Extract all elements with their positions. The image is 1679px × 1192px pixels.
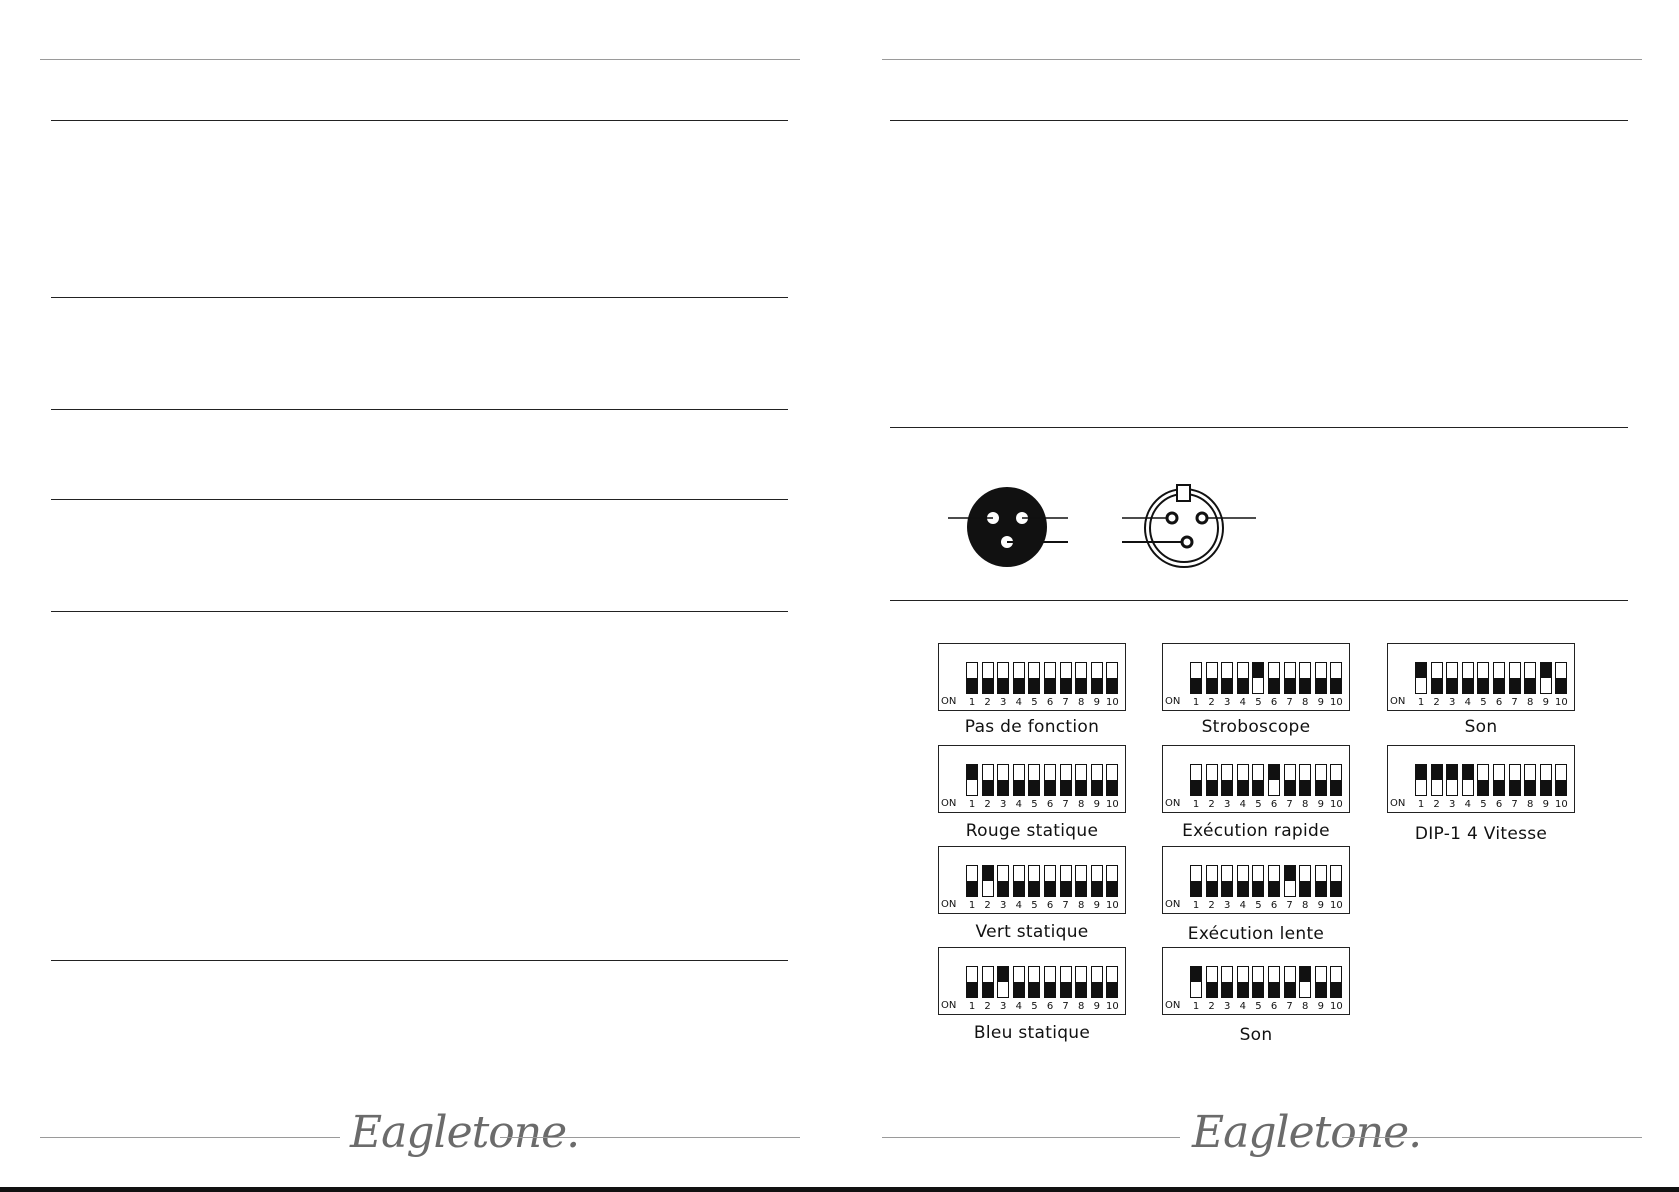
dip-switch-number: 4 [1239,799,1246,810]
dip-switch-number: 9 [1317,1001,1324,1012]
dip-switch-block [1387,643,1575,711]
dip-switch-10 [1106,966,1118,998]
dip-switch-number: 1 [968,900,976,911]
dip-switch-number: 5 [1031,799,1038,810]
dip-switch-10 [1330,662,1342,694]
footer-rule-left [40,1137,340,1138]
dip-switch-number: 10 [1106,799,1119,810]
dip-switch-3 [1221,865,1233,897]
dip-switch-9 [1315,764,1327,796]
dip-switch-10 [1555,662,1567,694]
dip-switch-number: 10 [1555,697,1568,708]
dip-switch-number: 2 [984,697,991,708]
dip-switch-number: 8 [1302,799,1309,810]
dip-switch-3 [1221,662,1233,694]
dip-switch-number: 6 [1046,900,1054,911]
dip-switch-9 [1091,966,1103,998]
dip-switch-number: 10 [1106,900,1119,911]
dip-switch-number: 8 [1527,697,1534,708]
dip-switch-number: 3 [1224,799,1231,810]
dip-switch-5 [1477,764,1489,796]
dip-switch-9 [1540,662,1552,694]
dip-switch-8 [1075,764,1087,796]
dip-switch-8 [1299,865,1311,897]
dip-switch-number: 9 [1317,900,1324,911]
dip-on-label: ON [941,798,957,809]
dip-switch-8 [1075,966,1087,998]
dip-switch-2 [1431,662,1443,694]
dip-switch-3 [997,662,1009,694]
dip-switch-4 [1013,764,1025,796]
dip-switch-1 [1190,865,1202,897]
dip-switch-6 [1268,966,1280,998]
dip-switch-4 [1013,966,1025,998]
dip-switch-block [1162,947,1350,1015]
dip-switch-number: 3 [1000,799,1007,810]
dip-switch-number: 3 [1449,799,1456,810]
dip-switch-9 [1091,764,1103,796]
eagletone-logo: Eagletone. [350,1107,580,1158]
dip-switch-number: 9 [1093,900,1100,911]
dip-switch-block [938,947,1126,1015]
dip-switch-block [1162,643,1350,711]
dip-switch-number: 9 [1317,697,1324,708]
dip-switch-number: 6 [1046,1001,1054,1012]
dip-on-label: ON [1165,899,1181,910]
dip-switch-4 [1237,966,1249,998]
dip-on-label: ON [1165,696,1181,707]
dip-switch-number: 4 [1015,697,1022,708]
dip-switch-number: 5 [1031,1001,1038,1012]
dip-setting-caption: Stroboscope [1201,717,1311,737]
dip-switch-5 [1477,662,1489,694]
dip-setting-caption: Rouge statique [965,821,1099,841]
dip-setting-caption: Son [1239,1025,1273,1045]
dip-switch-block [938,846,1126,914]
dip-switch-9 [1315,662,1327,694]
left-page [0,0,839,1192]
dip-on-label: ON [941,1000,957,1011]
dip-on-label: ON [1165,798,1181,809]
dip-switch-number: 9 [1317,799,1324,810]
dip-setting-caption: Son [1464,717,1498,737]
dip-switch-1 [966,865,978,897]
dip-switch-10 [1330,865,1342,897]
dip-switch-10 [1106,662,1118,694]
dip-switch-number: 5 [1480,697,1487,708]
dip-switch-number: 3 [1000,1001,1007,1012]
dip-switch-number: 4 [1464,697,1471,708]
dip-switch-number: 10 [1330,799,1343,810]
footer-rule-right [1342,1137,1642,1138]
dip-switch-number: 9 [1093,697,1100,708]
dip-switch-number: 10 [1330,900,1343,911]
dip-setting-caption: Exécution lente [1187,924,1325,944]
dip-switch-2 [1206,662,1218,694]
dip-switch-number: 3 [1224,1001,1231,1012]
dip-switch-number: 7 [1286,1001,1293,1012]
header-rule [40,59,800,60]
dip-switch-number: 7 [1286,697,1293,708]
dip-switch-number: 2 [984,900,991,911]
dip-on-label: ON [941,899,957,910]
dip-switch-4 [1462,764,1474,796]
dip-switch-5 [1028,764,1040,796]
section-rule [51,499,788,500]
dip-switch-10 [1330,764,1342,796]
dip-switch-8 [1075,662,1087,694]
dip-switch-number: 4 [1015,900,1022,911]
section-rule [890,120,1628,121]
dip-switch-3 [1446,764,1458,796]
dip-switch-7 [1509,662,1521,694]
dip-switch-4 [1013,662,1025,694]
dip-switch-7 [1284,764,1296,796]
dip-switch-6 [1268,662,1280,694]
dip-switch-number: 7 [1511,697,1518,708]
dip-switch-number: 6 [1270,1001,1278,1012]
dip-switch-number: 8 [1078,1001,1085,1012]
dip-setting-caption: DIP-1 4 Vitesse [1414,824,1548,844]
dip-switch-number: 5 [1255,697,1262,708]
dip-switch-6 [1493,764,1505,796]
eagletone-logo: Eagletone. [1192,1107,1422,1158]
dip-switch-block [1162,745,1350,813]
dip-switch-5 [1252,865,1264,897]
dip-switch-9 [1091,662,1103,694]
dip-switch-10 [1106,865,1118,897]
bottom-edge-bar [0,1187,1679,1192]
dip-switch-number: 1 [968,799,976,810]
dip-switch-4 [1237,764,1249,796]
dip-switch-number: 6 [1270,697,1278,708]
dip-switch-number: 1 [1417,697,1425,708]
dip-switch-number: 5 [1255,1001,1262,1012]
dip-switch-8 [1075,865,1087,897]
dip-switch-number: 4 [1015,799,1022,810]
dip-switch-number: 7 [1062,697,1069,708]
dip-switch-number: 1 [968,1001,976,1012]
dip-switch-9 [1091,865,1103,897]
footer-rule-left [882,1137,1180,1138]
dip-switch-number: 1 [1192,900,1200,911]
dip-switch-number: 10 [1330,1001,1343,1012]
dip-switch-1 [1415,764,1427,796]
dip-switch-7 [1060,865,1072,897]
dip-switch-10 [1330,966,1342,998]
dip-switch-2 [1206,966,1218,998]
dip-switch-number: 2 [1433,799,1440,810]
dip-switch-number: 8 [1527,799,1534,810]
dip-switch-number: 1 [968,697,976,708]
dip-switch-5 [1252,764,1264,796]
dip-switch-number: 2 [1208,1001,1215,1012]
dip-switch-10 [1106,764,1118,796]
dip-switch-1 [1190,966,1202,998]
dip-switch-number: 2 [1433,697,1440,708]
section-rule [890,600,1628,601]
dip-switch-number: 4 [1239,900,1246,911]
dip-switch-number: 3 [1449,697,1456,708]
dip-switch-number: 9 [1093,799,1100,810]
dip-switch-number: 5 [1031,697,1038,708]
dip-switch-5 [1028,865,1040,897]
dip-switch-number: 7 [1062,799,1069,810]
dip-switch-number: 6 [1046,697,1054,708]
section-rule [51,960,788,961]
dip-switch-9 [1315,966,1327,998]
dip-switch-8 [1524,764,1536,796]
dip-switch-number: 5 [1255,900,1262,911]
dip-on-label: ON [1165,1000,1181,1011]
dip-switch-number: 6 [1046,799,1054,810]
dip-switch-number: 1 [1192,697,1200,708]
dip-switch-number: 9 [1542,799,1549,810]
dip-switch-2 [982,764,994,796]
dip-switch-number: 5 [1480,799,1487,810]
dip-switch-2 [982,966,994,998]
dip-switch-2 [982,865,994,897]
dip-switch-number: 9 [1542,697,1549,708]
dip-switch-7 [1060,764,1072,796]
section-rule [51,409,788,410]
xlr-female-connector-diagram [1110,480,1260,575]
dip-switch-2 [982,662,994,694]
dip-switch-7 [1060,662,1072,694]
dip-switch-5 [1252,662,1264,694]
section-rule [890,427,1628,428]
dip-switch-number: 7 [1286,900,1293,911]
dip-switch-block [1387,745,1575,813]
dip-switch-block [938,643,1126,711]
dip-switch-8 [1524,662,1536,694]
right-page [840,0,1679,1192]
dip-switch-number: 5 [1255,799,1262,810]
dip-switch-number: 2 [1208,900,1215,911]
header-rule [882,59,1642,60]
dip-switch-7 [1284,865,1296,897]
dip-on-label: ON [1390,798,1406,809]
dip-switch-number: 8 [1302,1001,1309,1012]
dip-switch-4 [1237,865,1249,897]
dip-switch-number: 7 [1062,1001,1069,1012]
dip-switch-number: 6 [1270,799,1278,810]
dip-switch-3 [997,764,1009,796]
dip-switch-1 [966,662,978,694]
dip-switch-number: 2 [1208,697,1215,708]
dip-switch-number: 8 [1078,900,1085,911]
dip-switch-number: 10 [1106,697,1119,708]
dip-switch-number: 6 [1495,799,1503,810]
dip-on-label: ON [941,696,957,707]
dip-switch-1 [966,764,978,796]
dip-switch-number: 7 [1511,799,1518,810]
dip-switch-7 [1284,966,1296,998]
dip-switch-6 [1268,865,1280,897]
dip-switch-8 [1299,662,1311,694]
dip-switch-7 [1284,662,1296,694]
dip-switch-number: 8 [1302,900,1309,911]
dip-switch-6 [1044,662,1056,694]
dip-switch-3 [1221,764,1233,796]
dip-switch-6 [1044,764,1056,796]
dip-switch-number: 3 [1224,697,1231,708]
dip-on-label: ON [1390,696,1406,707]
dip-switch-7 [1060,966,1072,998]
section-rule [51,297,788,298]
dip-switch-number: 8 [1078,799,1085,810]
dip-switch-block [938,745,1126,813]
dip-switch-number: 3 [1224,900,1231,911]
dip-switch-number: 6 [1270,900,1278,911]
dip-switch-1 [1415,662,1427,694]
dip-switch-number: 9 [1093,1001,1100,1012]
dip-switch-6 [1268,764,1280,796]
dip-setting-caption: Bleu statique [973,1023,1091,1043]
dip-switch-5 [1028,966,1040,998]
dip-switch-10 [1555,764,1567,796]
dip-switch-number: 7 [1062,900,1069,911]
dip-switch-3 [997,966,1009,998]
dip-switch-number: 4 [1239,1001,1246,1012]
dip-switch-6 [1493,662,1505,694]
dip-switch-number: 3 [1000,900,1007,911]
dip-switch-7 [1509,764,1521,796]
dip-switch-number: 8 [1078,697,1085,708]
dip-switch-2 [1206,764,1218,796]
dip-switch-3 [997,865,1009,897]
dip-switch-9 [1315,865,1327,897]
dip-switch-6 [1044,966,1056,998]
section-rule [51,120,788,121]
dip-switch-number: 5 [1031,900,1038,911]
dip-switch-number: 2 [984,799,991,810]
dip-switch-6 [1044,865,1056,897]
dip-switch-number: 4 [1239,697,1246,708]
dip-switch-1 [1190,662,1202,694]
dip-switch-5 [1252,966,1264,998]
dip-switch-number: 2 [1208,799,1215,810]
footer-rule-right [500,1137,800,1138]
dip-switch-number: 7 [1286,799,1293,810]
dip-switch-2 [1206,865,1218,897]
dip-switch-3 [1221,966,1233,998]
dip-switch-number: 1 [1192,1001,1200,1012]
dip-switch-number: 6 [1495,697,1503,708]
dip-switch-number: 8 [1302,697,1309,708]
dip-setting-caption: Vert statique [975,922,1089,942]
dip-switch-4 [1462,662,1474,694]
dip-switch-3 [1446,662,1458,694]
dip-switch-number: 1 [1192,799,1200,810]
dip-switch-number: 3 [1000,697,1007,708]
dip-switch-number: 10 [1330,697,1343,708]
dip-switch-number: 1 [1417,799,1425,810]
dip-switch-number: 4 [1015,1001,1022,1012]
dip-setting-caption: Exécution rapide [1182,821,1330,841]
dip-setting-caption: Pas de fonction [964,717,1100,737]
dip-switch-1 [966,966,978,998]
section-rule [51,611,788,612]
xlr-male-connector-diagram [940,480,1080,570]
dip-switch-number: 4 [1464,799,1471,810]
dip-switch-4 [1013,865,1025,897]
dip-switch-number: 10 [1555,799,1568,810]
dip-switch-4 [1237,662,1249,694]
dip-switch-2 [1431,764,1443,796]
dip-switch-1 [1190,764,1202,796]
dip-switch-number: 10 [1106,1001,1119,1012]
dip-switch-number: 2 [984,1001,991,1012]
dip-switch-8 [1299,966,1311,998]
dip-switch-9 [1540,764,1552,796]
dip-switch-5 [1028,662,1040,694]
dip-switch-8 [1299,764,1311,796]
dip-switch-block [1162,846,1350,914]
